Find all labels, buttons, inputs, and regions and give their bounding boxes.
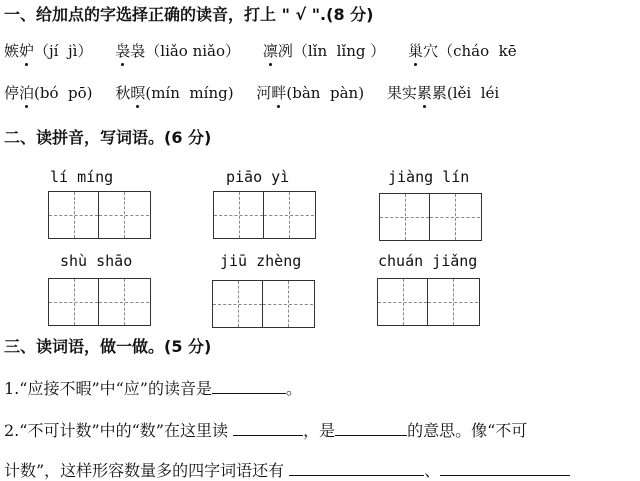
- writing-grid[interactable]: [379, 193, 482, 241]
- writing-grid[interactable]: [213, 191, 316, 239]
- answer-blank[interactable]: [212, 379, 286, 394]
- option-tingbo[interactable]: 停泊(bó pō): [4, 84, 93, 102]
- answer-blank[interactable]: [233, 421, 303, 436]
- option-jidu[interactable]: 嫉妒（jí jì）: [4, 42, 93, 60]
- option-niaoniao[interactable]: 袅袅（liǎo niǎo）: [115, 42, 241, 60]
- writing-grid[interactable]: [212, 280, 315, 328]
- section2-title: 二、读拼音，写词语。(6 分): [4, 128, 212, 147]
- question-2: [4, 418, 527, 441]
- answer-blank[interactable]: [289, 461, 424, 476]
- option-chaoxue[interactable]: 巢穴（cháo kē: [408, 42, 517, 60]
- question-2-continued: [4, 458, 570, 481]
- option-guoshileilei[interactable]: 果实累累(lěi léi: [386, 84, 500, 102]
- writing-grid[interactable]: [48, 191, 151, 239]
- pinyin-label: jiū zhèng: [220, 252, 302, 270]
- question-2-text-c: 的意思。像“不可: [407, 421, 528, 440]
- section1-row1: [4, 40, 535, 61]
- pinyin-label: lí míng: [50, 168, 114, 186]
- section3-title: 三、读词语，做一做。(5 分): [4, 337, 212, 356]
- question-2-text-e: 、: [424, 461, 441, 480]
- option-hepan[interactable]: 河畔(bàn pàn): [256, 84, 365, 102]
- question-2-text-a: 2.“不可计数”中的“数”在这里读: [4, 421, 228, 440]
- question-1: [4, 376, 302, 399]
- question-1-end: 。: [286, 379, 303, 398]
- question-2-text-d: 计数”，这样形容数量多的四字词语还有: [4, 461, 285, 480]
- pinyin-label: shù shāo: [60, 252, 133, 270]
- answer-blank[interactable]: [335, 421, 407, 436]
- pinyin-label: chuán jiǎng: [378, 252, 478, 270]
- answer-blank[interactable]: [440, 461, 570, 476]
- section1-row2: [4, 82, 517, 103]
- pinyin-label: jiàng lín: [388, 168, 470, 186]
- question-2-text-b: ，是: [303, 421, 336, 440]
- option-qiuming[interactable]: 秋暝(mín míng): [115, 84, 234, 102]
- question-1-text: 1.“应接不暇”中“应”的读音是: [4, 379, 212, 398]
- writing-grid[interactable]: [377, 278, 480, 326]
- section1-title: 一、给加点的字选择正确的读音，打上 " √ ".(8 分): [4, 5, 374, 24]
- option-linlie[interactable]: 凛冽（lǐn lǐng ）: [262, 42, 386, 60]
- writing-grid[interactable]: [48, 278, 151, 326]
- pinyin-label: piāo yì: [226, 168, 290, 186]
